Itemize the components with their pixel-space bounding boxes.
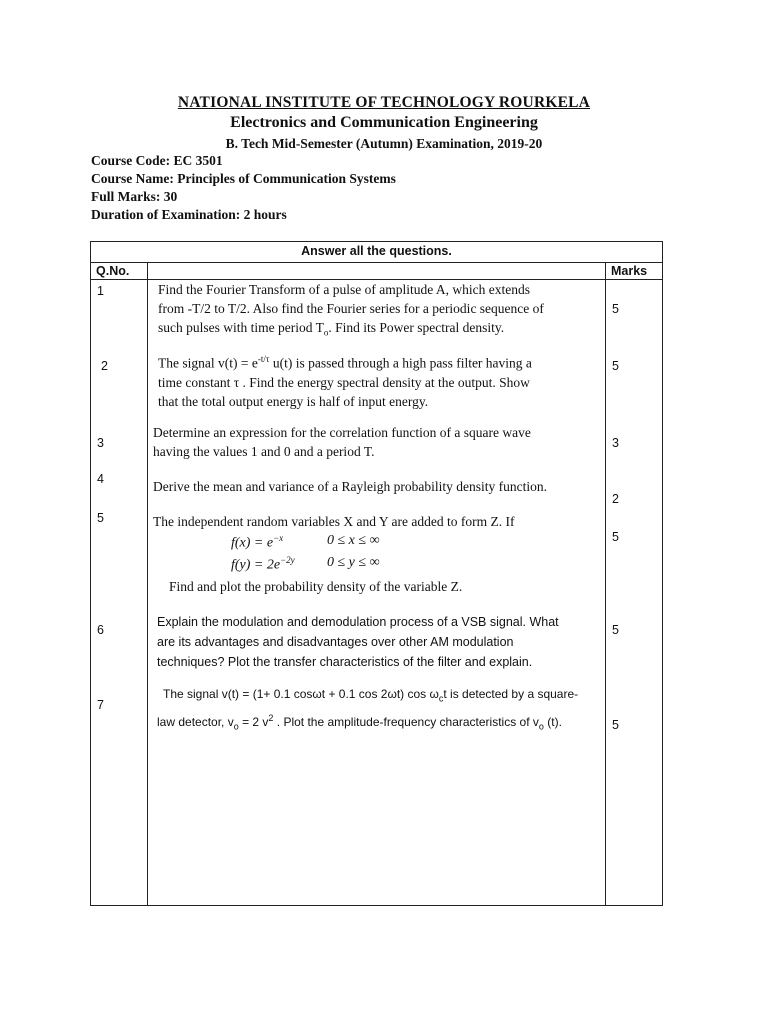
- equation: $f(y) = 2e^{-2y}$: [231, 555, 295, 573]
- question-line: law detector, $v_o = 2$ $v^2$ . Plot the amplitude-frequency characteristics of $v_o$ (t).: [157, 713, 562, 732]
- question-text: [158, 280, 600, 343]
- question-line: techniques? Plot the transfer characteristics of the filter and explain.: [157, 655, 533, 669]
- question-number: 4: [97, 472, 104, 486]
- institute-title: NATIONAL INSTITUTE OF TECHNOLOGY ROURKELA: [177, 94, 591, 111]
- duration: Duration of Examination: 2 hours: [91, 207, 287, 222]
- question-marks: 3: [612, 436, 619, 450]
- question-text: Find and plot the probability density of the variable Z.: [169, 579, 463, 594]
- table-column-divider: [605, 262, 606, 905]
- question-text: [157, 612, 599, 672]
- qno-header: Q.No.: [96, 264, 130, 278]
- question-marks: 2: [612, 492, 619, 506]
- question-line: Explain the modulation and demodulation process of a VSB signal. What: [157, 615, 559, 629]
- question-number: 1: [97, 284, 104, 298]
- equation-range: 0 ≤ y ≤ ∞: [327, 555, 380, 570]
- question-line: Determine an expression for the correlation function of a square wave: [153, 425, 531, 440]
- question-line: that the total output energy is half of input energy.: [158, 393, 429, 409]
- question-text: [158, 350, 600, 411]
- table-divider: [91, 262, 662, 263]
- question-number: 7: [97, 698, 104, 712]
- marks-header: Marks: [611, 264, 648, 278]
- question-number: 2: [101, 359, 108, 373]
- question-text: The independent random variables X and Y are added to form Z. If: [153, 514, 515, 529]
- question-table: [90, 241, 663, 906]
- table-column-divider: [147, 262, 148, 905]
- full-marks: Full Marks: 30: [91, 189, 178, 204]
- instruction: Answer all the questions.: [301, 244, 452, 258]
- question-line: The signal v(t) = (1+ 0.1 cosωt + 0.1 cos 2ωt) $\cos \omega_ct$ is detected by a square-: [163, 687, 579, 704]
- equation: $f(x) = e^{-x}$: [231, 533, 284, 551]
- question-marks: 5: [612, 530, 619, 544]
- question-text: [153, 477, 603, 496]
- question-line: having the values 1 and 0 and a period T.: [153, 444, 375, 459]
- question-marks: 5: [612, 359, 619, 373]
- question-line: from -T/2 to T/2. Also find the Fourier series for a periodic sequence of: [158, 301, 544, 316]
- question-number: 3: [97, 436, 104, 450]
- question-line: time constant τ . Find the energy spectral density at the output. Show: [158, 374, 530, 390]
- question-number: 6: [97, 623, 104, 637]
- question-marks: 5: [612, 623, 619, 637]
- question-line: The signal $v(t) = e^{-t/\tau}$ u(t) is passed through a high pass filter having a: [158, 354, 532, 371]
- question-line: Derive the mean and variance of a Rayleigh probability density function.: [153, 479, 547, 494]
- question-line: Find the Fourier Transform of a pulse of amplitude A, which extends: [158, 282, 530, 297]
- department-name: Electronics and Communication Engineering: [230, 114, 538, 131]
- exam-name: B. Tech Mid-Semester (Autumn) Examination, 2019-20: [225, 136, 543, 151]
- question-text: [157, 684, 599, 737]
- question-line: such pulses with time period $T_o$. Find its Power spectral density.: [158, 320, 505, 338]
- question-text: [153, 423, 603, 461]
- question-marks: 5: [612, 718, 619, 732]
- course-name: Course Name: Principles of Communication Systems: [91, 171, 396, 186]
- question-marks: 5: [612, 302, 619, 316]
- question-number: 5: [97, 511, 104, 525]
- course-code: Course Code: EC 3501: [91, 153, 223, 168]
- question-line: are its advantages and disadvantages over other AM modulation: [157, 635, 514, 649]
- equation-range: 0 ≤ x ≤ ∞: [327, 533, 380, 548]
